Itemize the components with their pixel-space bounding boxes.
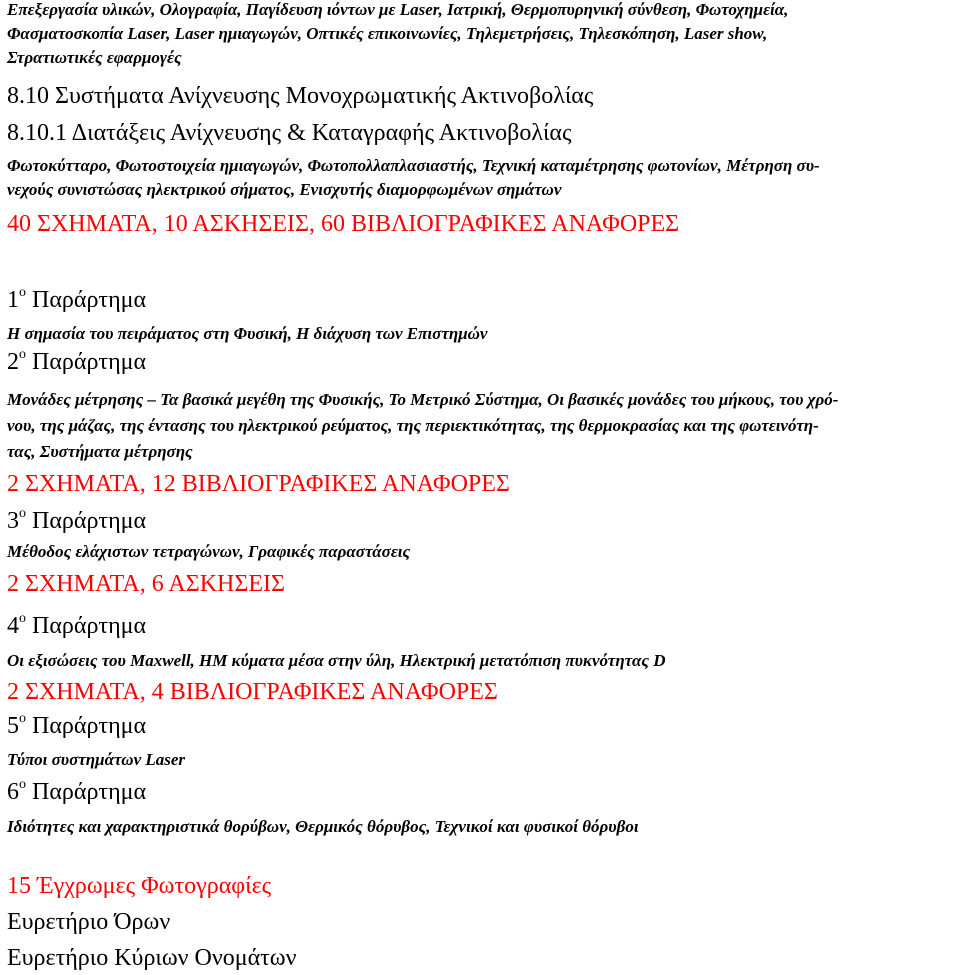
- subsection-topics-line: Φωτοκύτταρο, Φωτοστοιχεία ημιαγωγών, Φωτοπολλαπλασιαστής, Τεχνική καταμέτρησης φωτονίων, Μέτρηση συ-: [7, 156, 820, 175]
- color-photos-count: 15 Έγχρωμες Φωτογραφίες: [7, 873, 272, 899]
- appendix-label: Παράρτημα: [32, 349, 147, 375]
- appendix-number: 2: [7, 349, 19, 375]
- appendix-topics-line: νου, της μάζας, της έντασης του ηλεκτρικού ρεύματος, της περιεκτικότητας, της θερμοκρασίας και της φωτεινότη-: [7, 416, 819, 435]
- appendix-number: 5: [7, 713, 19, 739]
- appendix-ordinal: ο: [19, 506, 26, 521]
- appendix-topics-line: Ιδιότητες και χαρακτηριστικά θορύβων, Θερμικός θόρυβος, Τεχνικοί και φυσικοί θόρυβοι: [7, 817, 639, 836]
- appendix-topics-line: Η σημασία του πειράματος στη Φυσική, Η διάχυση των Επιστημών: [7, 324, 488, 343]
- appendix-ordinal: ο: [19, 611, 26, 626]
- index-of-terms: Ευρετήριο Όρων: [7, 909, 171, 935]
- appendix-number: 1: [7, 287, 19, 313]
- appendix-label: Παράρτημα: [32, 713, 147, 739]
- appendix-topics-line: Μέθοδος ελάχιστων τετραγώνων, Γραφικές παραστάσεις: [7, 542, 411, 561]
- appendix-label: Παράρτημα: [32, 287, 147, 313]
- appendix-summary: 2 ΣΧΗΜΑΤΑ, 4 ΒΙΒΛΙΟΓΡΑΦΙΚΕΣ ΑΝΑΦΟΡΕΣ: [7, 679, 498, 705]
- appendix-number: 6: [7, 779, 19, 805]
- intro-topics-line: Φασματοσκοπία Laser, Laser ημιαγωγών, Οπτικές επικοινωνίες, Τηλεμετρήσεις, Τηλεσκόπηση, Laser show,: [7, 24, 768, 43]
- appendix-heading: [7, 286, 146, 314]
- appendix-number: 3: [7, 508, 19, 534]
- appendix-ordinal: ο: [19, 285, 26, 300]
- appendix-summary: 2 ΣΧΗΜΑΤΑ, 6 ΑΣΚΗΣΕΙΣ: [7, 571, 285, 597]
- appendix-number: 4: [7, 613, 19, 639]
- appendix-heading: [7, 712, 146, 740]
- appendix-heading: [7, 612, 146, 640]
- subsection-heading: 8.10.1 Διατάξεις Ανίχνευσης & Καταγραφής Ακτινοβολίας: [7, 120, 572, 146]
- appendix-topics-line: τας, Συστήματα μέτρησης: [7, 442, 193, 461]
- appendix-ordinal: ο: [19, 777, 26, 792]
- appendix-heading: [7, 778, 146, 806]
- intro-topics-line: Επεξεργασία υλικών, Ολογραφία, Παγίδευση ιόντων με Laser, Ιατρική, Θερμοπυρηνική σύνθεση, Φωτοχημεία,: [7, 0, 789, 19]
- intro-topics-line: Στρατιωτικές εφαρμογές: [7, 48, 182, 67]
- appendix-label: Παράρτημα: [32, 613, 147, 639]
- appendix-summary: 2 ΣΧΗΜΑΤΑ, 12 ΒΙΒΛΙΟΓΡΑΦΙΚΕΣ ΑΝΑΦΟΡΕΣ: [7, 471, 510, 497]
- index-of-names: Ευρετήριο Κύριων Ονομάτων: [7, 945, 297, 971]
- appendix-heading: [7, 507, 146, 535]
- appendix-topics-line: Οι εξισώσεις του Maxwell, ΗΜ κύματα μέσα στην ύλη, Ηλεκτρική μετατόπιση πυκνότητας D: [7, 651, 666, 670]
- section-summary: 40 ΣΧΗΜΑΤΑ, 10 ΑΣΚΗΣΕΙΣ, 60 ΒΙΒΛΙΟΓΡΑΦΙΚΕΣ ΑΝΑΦΟΡΕΣ: [7, 211, 680, 237]
- appendix-topics-line: Μονάδες μέτρησης – Τα βασικά μεγέθη της Φυσικής, Το Μετρικό Σύστημα, Οι βασικές μονάδες του μήκους, του χρό-: [7, 390, 839, 409]
- appendix-heading: [7, 348, 146, 376]
- appendix-topics-line: Τύποι συστημάτων Laser: [7, 750, 186, 769]
- appendix-ordinal: ο: [19, 347, 26, 362]
- appendix-label: Παράρτημα: [32, 779, 147, 805]
- section-heading: 8.10 Συστήματα Ανίχνευσης Μονοχρωματικής Ακτινοβολίας: [7, 83, 594, 109]
- subsection-topics-line: νεχούς συνιστώσας ηλεκτρικού σήματος, Ενισχυτής διαμορφωμένων σημάτων: [7, 180, 562, 199]
- appendix-ordinal: ο: [19, 711, 26, 726]
- appendix-label: Παράρτημα: [32, 508, 147, 534]
